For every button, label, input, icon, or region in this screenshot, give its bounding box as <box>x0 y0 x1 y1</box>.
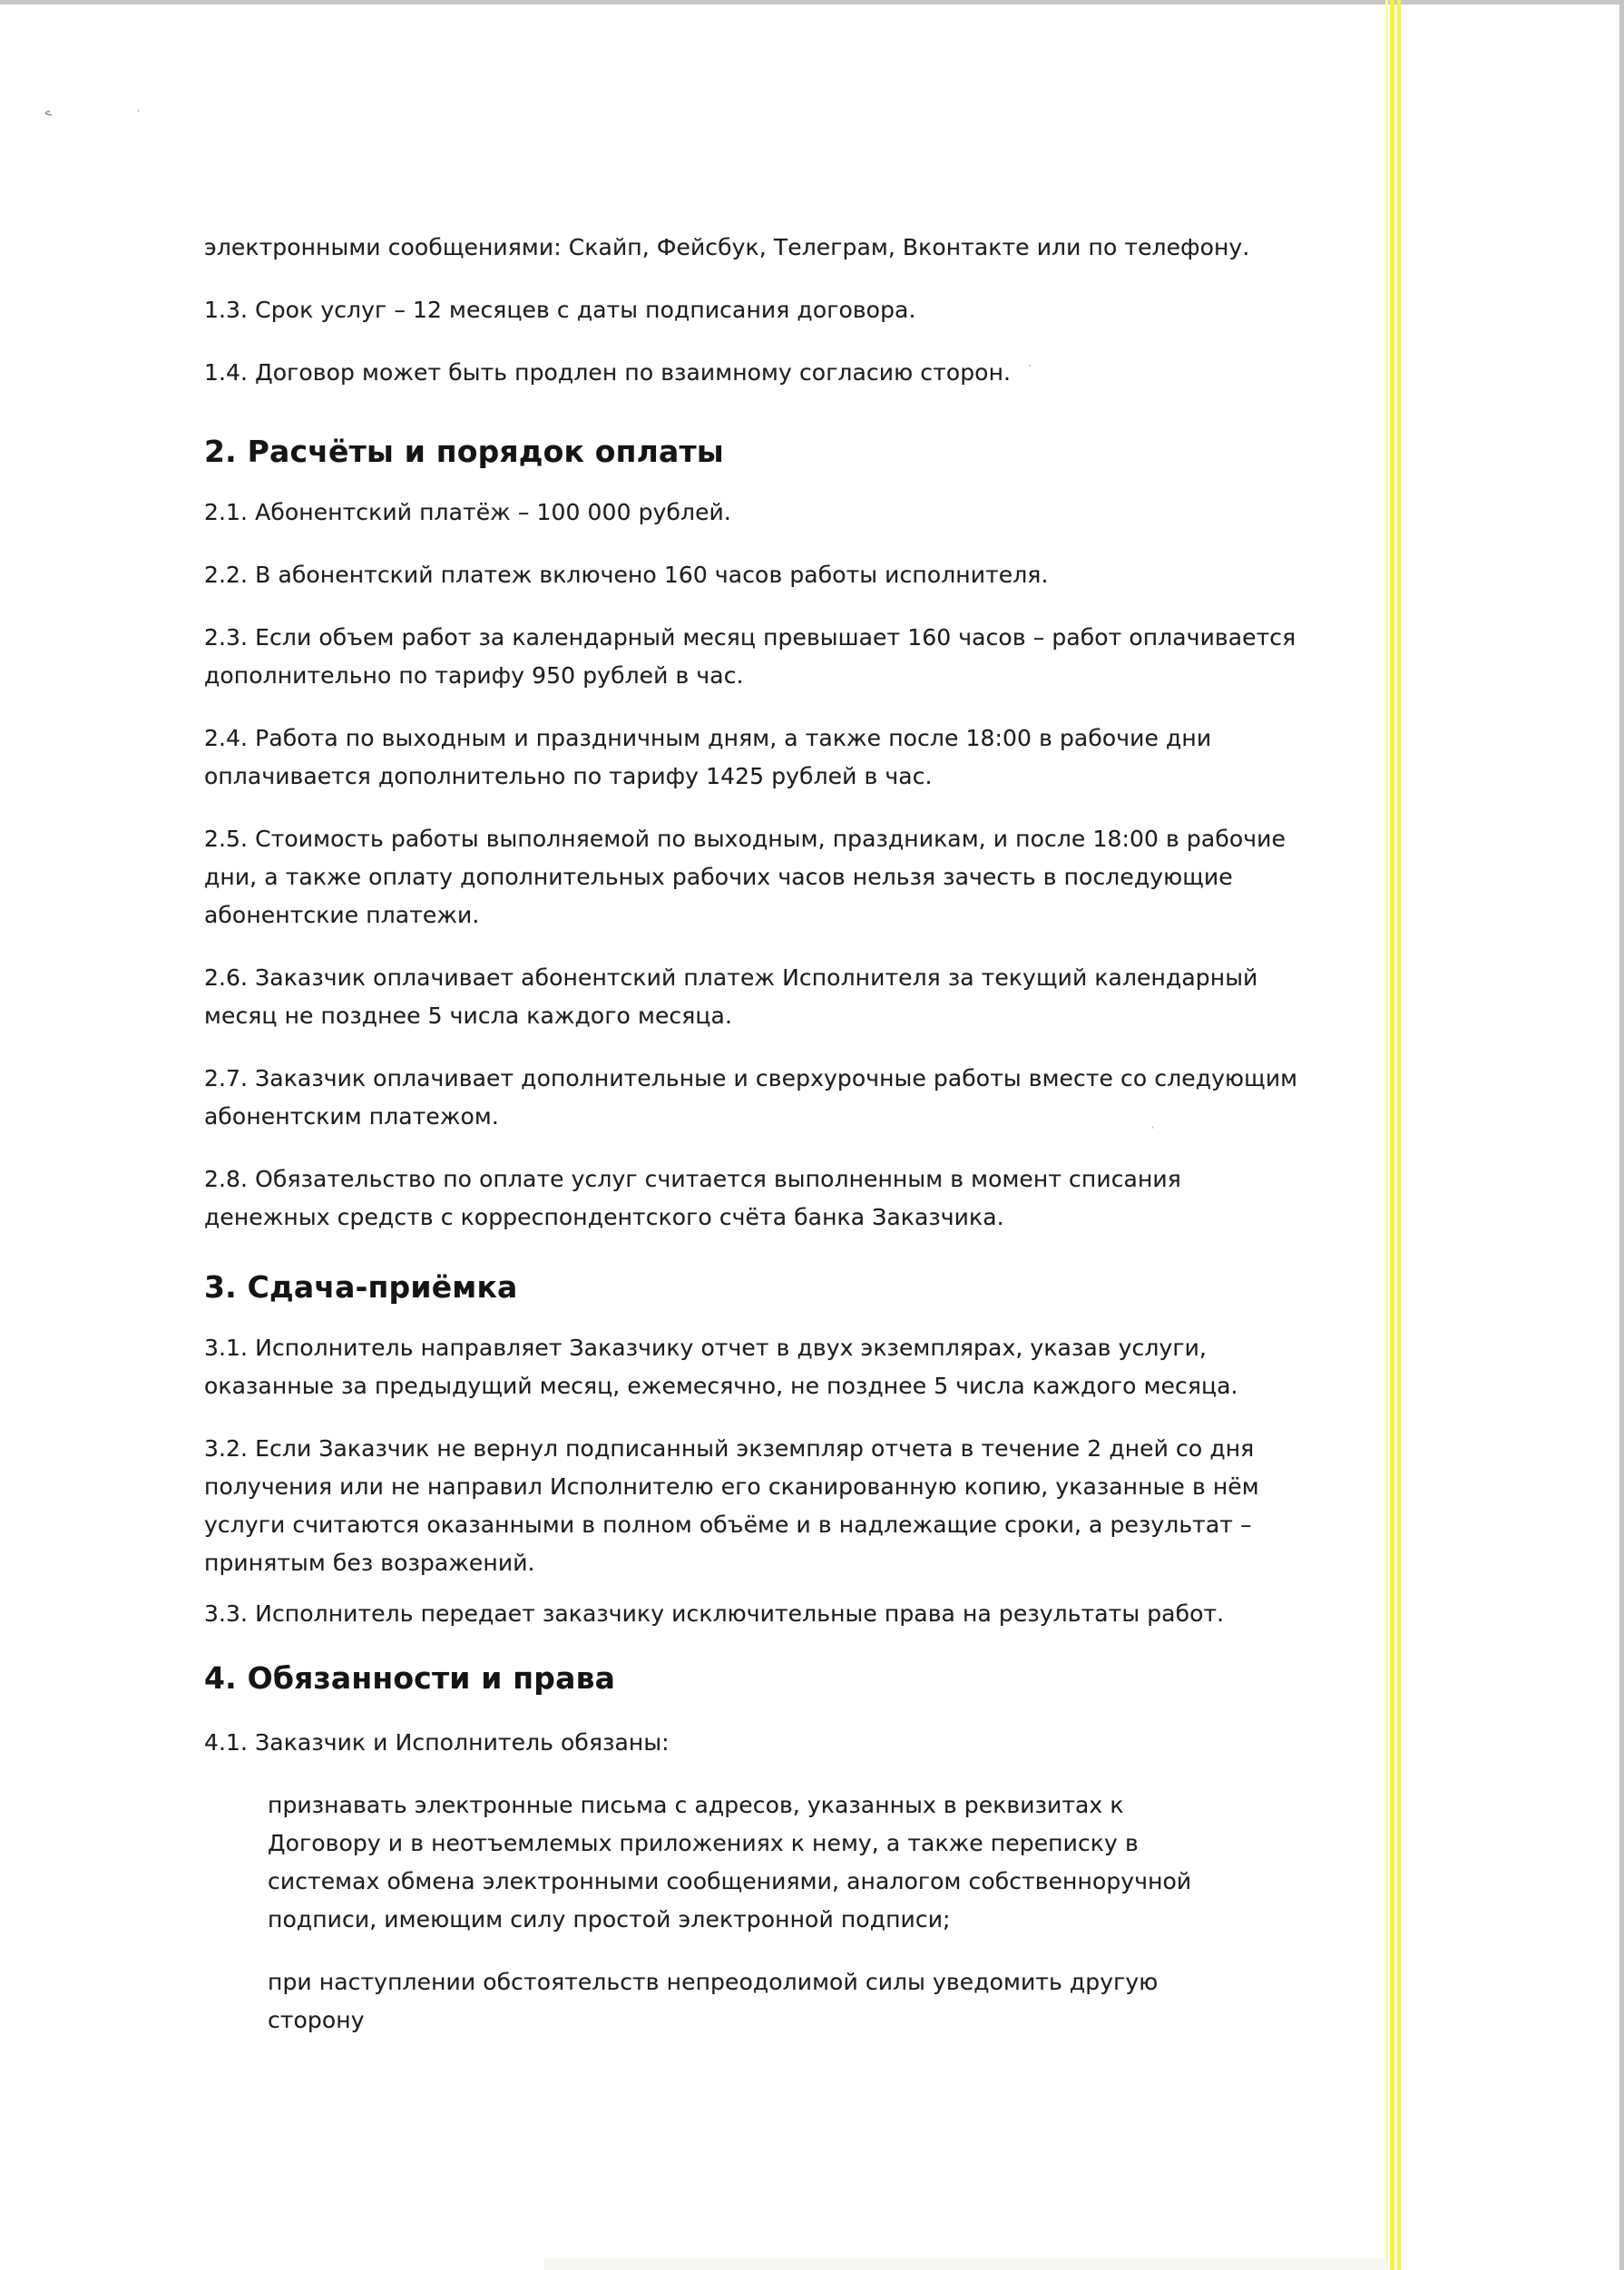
clause-4-1-item-force-majeure: при наступлении обстоятельств непреодолимой силы уведомить другую сторону <box>268 1969 1159 2033</box>
clause-2-2: 2.2. В абонентский платеж включено 160 часов работы исполнителя. <box>204 562 1049 588</box>
clause-2-7: 2.7. Заказчик оплачивает дополнительные и сверхурочные работы вместе со следующим абонентским платежом. <box>204 1065 1298 1130</box>
clause-1-3: 1.3. Срок услуг – 12 месяцев с даты подписания договора. <box>204 297 916 323</box>
highlighter-stripe-pale <box>1385 0 1388 2270</box>
clause-2-6: 2.6. Заказчик оплачивает абонентский платеж Исполнителя за текущий календарный месяц не позднее 5 числа каждого месяца. <box>204 964 1258 1029</box>
scan-speck: ے <box>44 103 54 120</box>
scan-speck: · <box>1026 358 1033 373</box>
highlighter-stripe-left <box>1390 0 1394 2270</box>
clause-4-1-item-electronic-signature: признавать электронные письма с адресов, указанных в реквизитах к Договору и в неотъемлемых приложениях к нему, а также переписку в системах обмена электронными сообщениями, аналогом собственноручной подписи, имеющим силу простой электронной подписи; <box>268 1792 1192 1932</box>
clause-3-3: 3.3. Исполнитель передает заказчику исключительные права на результаты работ. <box>204 1600 1225 1627</box>
section-heading-acceptance: 3. Сдача-приёмка <box>204 1269 518 1305</box>
scan-speck: ˈ <box>134 107 141 121</box>
clause-1-4: 1.4. Договор может быть продлен по взаимному согласию сторон. <box>204 359 1012 386</box>
clause-4-1: 4.1. Заказчик и Исполнитель обязаны: <box>204 1729 670 1756</box>
highlighter-stripe-right <box>1397 0 1401 2270</box>
clause-2-5: 2.5. Стоимость работы выполняемой по выходным, праздникам, и после 18:00 в рабочие дни, а также оплату дополнительных рабочих часов нельзя зачесть в последующие абонентские платежи. <box>204 826 1286 928</box>
clause-1-2-continuation: электронными сообщениями: Скайп, Фейсбук, Телеграм, Вконтакте или по телефону. <box>204 234 1250 260</box>
scan-bottom-shadow <box>544 2258 1388 2270</box>
scan-right-edge <box>1619 0 1624 2270</box>
clause-3-1: 3.1. Исполнитель направляет Заказчику отчет в двух экземплярах, указав услуги, оказанные за предыдущий месяц, ежемесячно, не позднее 5 числа каждого месяца. <box>204 1335 1238 1399</box>
clause-2-8: 2.8. Обязательство по оплате услуг считается выполненным в момент списания денежных средств с корреспондентского счёта банка Заказчика. <box>204 1166 1181 1230</box>
clause-2-3: 2.3. Если объем работ за календарный месяц превышает 160 часов – работ оплачивается дополнительно по тарифу 950 рублей в час. <box>204 624 1296 689</box>
contract-text-column <box>204 0 1311 2064</box>
scan-speck: ʹ <box>1149 1124 1155 1138</box>
section-heading-payments: 2. Расчёты и порядок оплаты <box>204 434 724 469</box>
clause-2-1: 2.1. Абонентский платёж – 100 000 рублей. <box>204 499 731 525</box>
clause-2-4: 2.4. Работа по выходным и праздничным дням, а также после 18:00 в рабочие дни оплачивается дополнительно по тарифу 1425 рублей в час. <box>204 725 1212 789</box>
section-heading-obligations: 4. Обязанности и права <box>204 1660 616 1696</box>
clause-3-2: 3.2. Если Заказчик не вернул подписанный экземпляр отчета в течение 2 дней со дня получения или не направил Исполнителю его сканированную копию, указанные в нём услуги считаются оказанными в полном объёме и в надлежащие сроки, а результат – принятым без возражений. <box>204 1435 1259 1576</box>
